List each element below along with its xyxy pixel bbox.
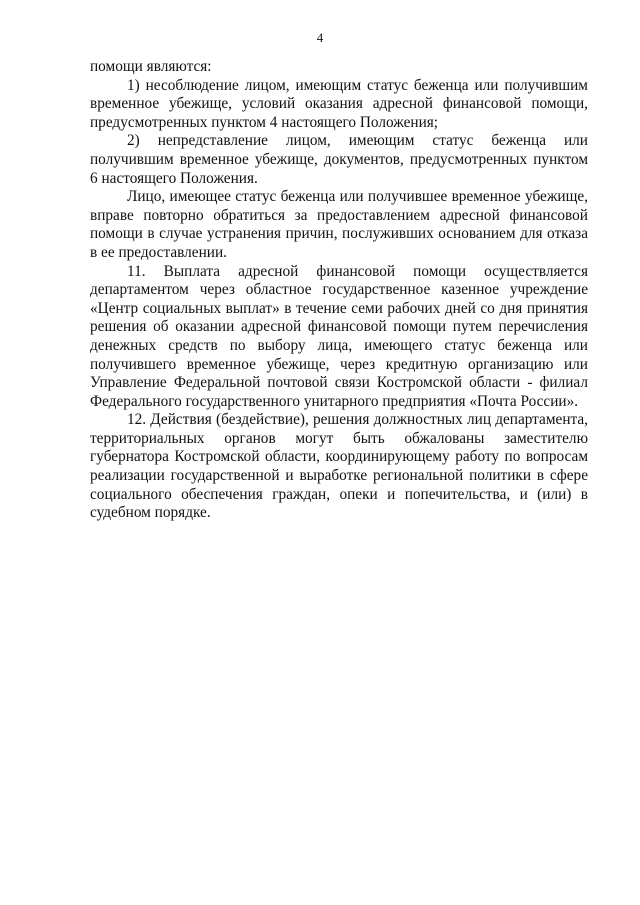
paragraph-item-2: 2) непредставление лицом, имеющим статус беженца или получившим временное убежище, документов, предусмотренных пунктом 6 настоящего Положения. (90, 132, 588, 187)
paragraph-reapply: Лицо, имеющее статус беженца или получившее временное убежище, вправе повторно обратиться за предоставлением адресной финансовой помощи в случае устранения причин, послуживших основанием для отказа в ее предоставлении. (90, 188, 588, 261)
paragraph-item-1: 1) несоблюдение лицом, имеющим статус беженца или получившим временное убежище, условий оказания адресной финансовой помощи, предусмотренных пунктом 4 настоящего Положения; (90, 76, 588, 131)
paragraph-clause-11: 11. Выплата адресной финансовой помощи осуществляется департаментом через областное государственное казенное учреждение «Центр социальных выплат» в течение семи рабочих дней со дня принятия решения об оказании адресной финансовой помощи путем перечисления денежных средств по выбору лица, имеющего статус беженца или получившего временное убежище, через кредитную организацию или Управление Федеральной почтовой связи Костромской области - филиал Федерального государственного унитарного предприятия «Почта России». (90, 262, 588, 410)
paragraph-continuation: помощи являются: (90, 58, 212, 75)
paragraph-clause-12: 12. Действия (бездействие), решения должностных лиц департамента, территориальных органов могут быть обжалованы заместителю губернатора Костромской области, координирующему работу по вопросам реализации государственной и выработке региональной политики в сфере социального обеспечения граждан, опеки и попечительства, и (или) в судебном порядке. (90, 411, 588, 522)
page-number: 4 (316, 30, 324, 45)
document-body (90, 58, 588, 523)
